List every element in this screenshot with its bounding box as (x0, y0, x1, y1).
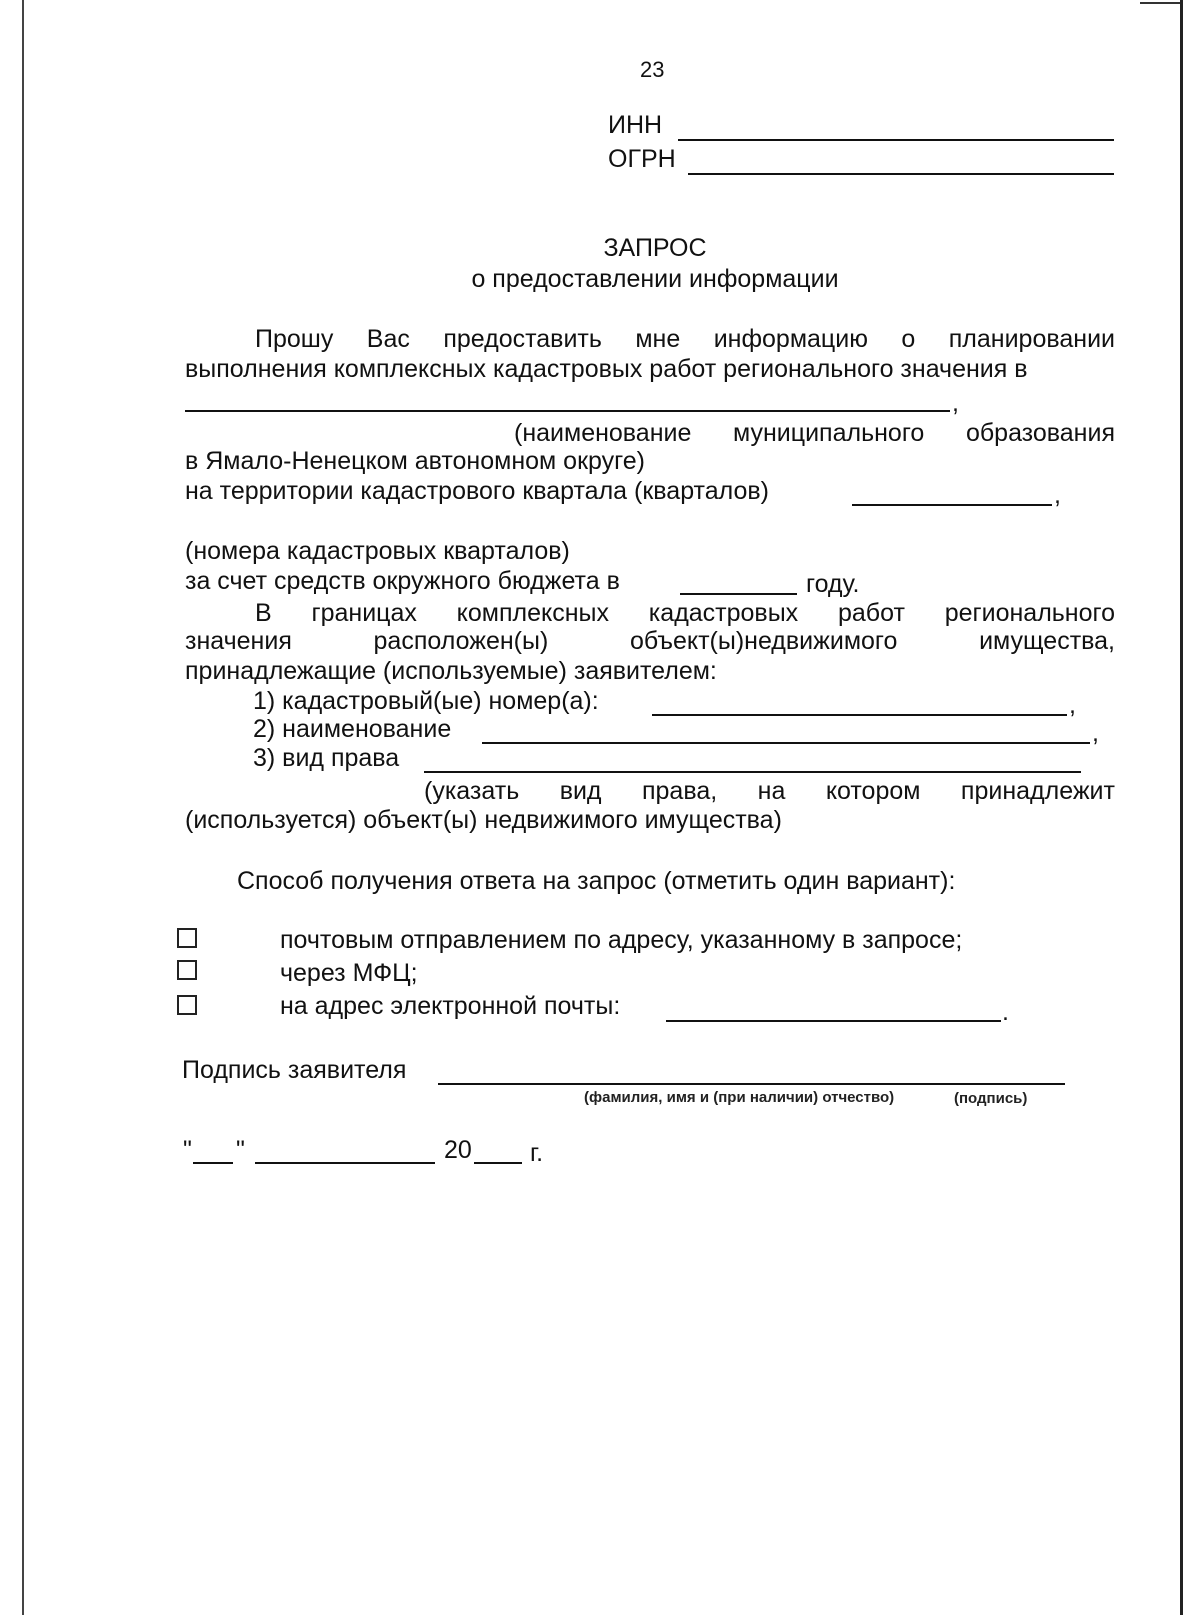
page-edge-left (22, 0, 24, 1615)
word: принадлежит (960, 777, 1115, 805)
inn-field[interactable] (678, 139, 1114, 141)
word: расположен(ы) (373, 627, 549, 655)
signature-field[interactable] (438, 1083, 1065, 1085)
page-number: 23 (640, 57, 665, 82)
paragraph-1-line-2: выполнения комплексных кадастровых работ регионального значения в (185, 355, 1028, 383)
paragraph-2-line-3: принадлежащие (используемые) заявителем: (185, 657, 717, 685)
municipal-name-field[interactable] (185, 410, 950, 412)
signature-caption-name: (фамилия, имя и (при наличии) отчество) (584, 1089, 895, 1106)
word: имущества, (979, 627, 1115, 655)
word: объект(ы)недвижимого (629, 627, 898, 655)
word: регионального (944, 599, 1115, 627)
quarter-field[interactable] (852, 504, 1052, 506)
word: кадастровых (648, 599, 799, 627)
word: образования (965, 419, 1115, 447)
quarter-caption: (номера кадастровых кварталов) (185, 537, 570, 565)
word: работ (837, 599, 905, 627)
option-email-label: на адрес электронной почты: (280, 992, 621, 1020)
budget-year-field[interactable] (680, 593, 797, 595)
right-caption-line-1 (424, 776, 1115, 806)
word: (наименование (514, 419, 692, 447)
comma: , (952, 389, 959, 417)
word: мне (635, 325, 681, 353)
option-mail-checkbox[interactable] (177, 928, 197, 948)
word: права, (641, 777, 718, 805)
paragraph-2-line-2 (185, 626, 1115, 656)
option-mfc-checkbox[interactable] (177, 960, 197, 980)
word: (указать (424, 777, 520, 805)
comma: , (1092, 719, 1099, 747)
object-name-field[interactable] (482, 742, 1090, 744)
right-caption-line-2: (используется) объект(ы) недвижимого имущества) (185, 806, 782, 834)
period: . (1002, 998, 1009, 1026)
quarter-text: на территории кадастрового квартала (кварталов) (185, 477, 769, 505)
signature-label: Подпись заявителя (182, 1056, 407, 1084)
word: котором (825, 777, 921, 805)
word: комплексных (456, 599, 610, 627)
ogrn-label: ОГРН (608, 145, 676, 173)
date-year-suffix: г. (530, 1139, 544, 1167)
option-mail-label: почтовым отправлением по адресу, указанному в запросе; (280, 926, 963, 954)
option-email-checkbox[interactable] (177, 995, 197, 1015)
right-type-field[interactable] (424, 771, 1081, 773)
item-cadastral-number-label: 1) кадастровый(ые) номер(а): (253, 687, 599, 715)
inn-label: ИНН (608, 111, 663, 139)
word: информацию (713, 325, 868, 353)
word: Вас (366, 325, 410, 353)
date-day-field[interactable] (193, 1162, 233, 1164)
ogrn-field[interactable] (688, 173, 1114, 175)
budget-text: за счет средств окружного бюджета в (185, 567, 620, 595)
document-title: ЗАПРОС (603, 234, 707, 262)
comma: , (1069, 691, 1076, 719)
word: значения (185, 627, 292, 655)
signature-caption-sign: (подпись) (954, 1090, 1028, 1107)
date-year-field[interactable] (474, 1162, 522, 1164)
cadastral-number-field[interactable] (652, 714, 1067, 716)
date-quote-open: " (183, 1136, 192, 1164)
word: предоставить (443, 325, 602, 353)
comma: , (1054, 481, 1061, 509)
word: Прошу (255, 325, 334, 353)
email-field[interactable] (666, 1020, 1001, 1022)
word: границах (311, 599, 417, 627)
municipal-caption-line-1 (514, 418, 1115, 448)
word: на (757, 777, 786, 805)
paragraph-2-line-1 (255, 598, 1115, 628)
document-subtitle: о предоставлении информации (471, 265, 839, 293)
municipal-caption-line-2: в Ямало-Ненецком автономном округе) (185, 447, 645, 475)
reply-method-title: Способ получения ответа на запрос (отметить один вариант): (237, 867, 956, 895)
word: вид (559, 777, 602, 805)
paragraph-1-line-1 (255, 324, 1115, 354)
page-edge-right (1180, 0, 1183, 1615)
word: о (901, 325, 916, 353)
page-corner-mark (1140, 2, 1180, 4)
item-right-type-label: 3) вид права (253, 744, 400, 772)
date-year-prefix: 20 (444, 1136, 472, 1164)
date-quote-close: " (236, 1136, 245, 1164)
option-mfc-label: через МФЦ; (280, 959, 418, 987)
word: муниципального (733, 419, 925, 447)
word: В (255, 599, 272, 627)
item-name-label: 2) наименование (253, 715, 452, 743)
word: планировании (948, 325, 1115, 353)
date-month-field[interactable] (255, 1162, 435, 1164)
budget-tail: году. (806, 570, 860, 598)
